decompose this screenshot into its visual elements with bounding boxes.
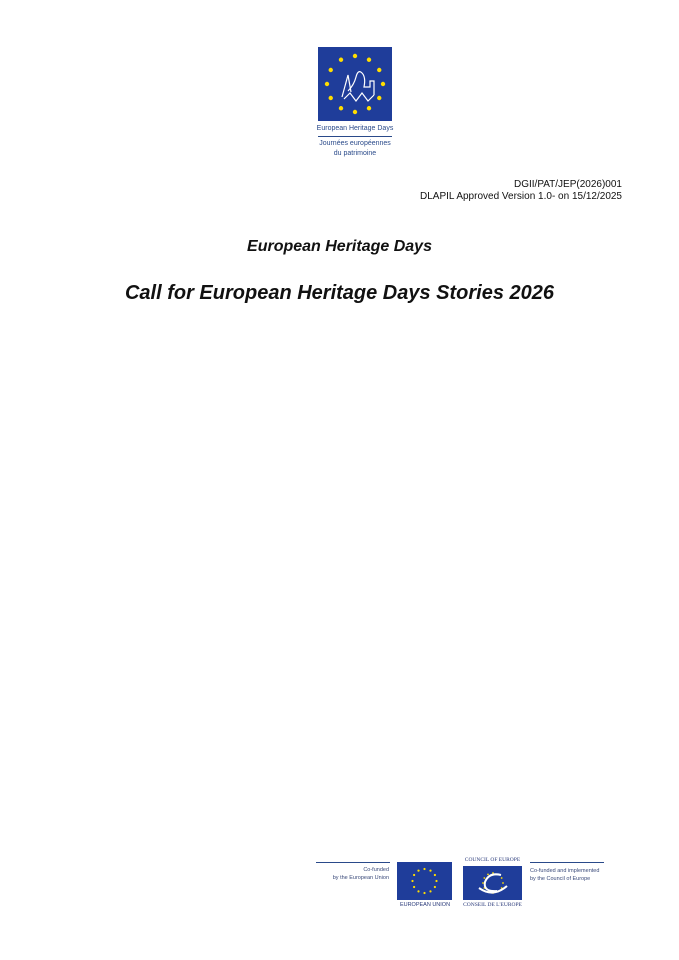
eu-stars-icon [397, 862, 452, 900]
star-icon [487, 873, 489, 875]
star-icon [325, 82, 329, 86]
coe-label-fr: CONSEIL DE L'EUROPE [463, 902, 522, 908]
star-icon [329, 68, 333, 72]
star-icon [501, 877, 503, 879]
star-icon [367, 106, 371, 110]
footer-line-left [316, 862, 390, 863]
star-icon [413, 886, 415, 888]
implemented-line1: Co-funded and implemented [530, 868, 600, 874]
eu-label: EUROPEAN UNION [399, 902, 451, 908]
eu-stars-castle-icon [318, 47, 392, 121]
star-icon [435, 880, 437, 882]
cofunded-line2: by the European Union [332, 875, 389, 881]
star-icon [417, 890, 419, 892]
star-icon [434, 886, 436, 888]
implemented-coe-text [530, 867, 630, 883]
eu-flag [397, 862, 452, 900]
council-of-europe-logo [463, 866, 522, 900]
coe-emblem-icon [463, 866, 522, 900]
star-icon [339, 106, 343, 110]
star-icon [434, 874, 436, 876]
star-icon [413, 874, 415, 876]
logo-name-en: European Heritage Days [316, 125, 394, 132]
star-icon [411, 880, 413, 882]
cofunded-line1: Co-funded [363, 867, 389, 873]
logo-name-fr-line1: Journées européennes [319, 140, 391, 147]
document-subtitle: European Heritage Days [247, 238, 432, 255]
star-icon [417, 870, 419, 872]
logo-divider [318, 136, 392, 137]
logo-name-fr [300, 139, 410, 159]
cofunded-eu-text [300, 866, 389, 882]
star-icon [429, 870, 431, 872]
star-icon [367, 58, 371, 62]
logo-name-fr-line2: du patrimoine [333, 150, 377, 157]
coe-label-en: COUNCIL OF EUROPE [464, 857, 521, 863]
document-title: Call for European Heritage Days Stories 2026 [124, 282, 555, 304]
implemented-line2: by the Council of Europe [530, 876, 591, 882]
european-heritage-days-logo [318, 47, 392, 121]
star-icon [483, 877, 485, 879]
star-icon [377, 68, 381, 72]
star-icon [429, 890, 431, 892]
star-icon [482, 882, 484, 884]
star-icon [423, 868, 425, 870]
star-icon [339, 58, 343, 62]
star-icon [353, 110, 357, 114]
footer-line-right [530, 862, 604, 863]
reference-version: DLAPIL Approved Version 1.0- on 15/12/2025 [420, 191, 622, 202]
reference-code: DGII/PAT/JEP(2026)001 [513, 179, 622, 190]
star-icon [377, 96, 381, 100]
star-icon [353, 54, 357, 58]
star-icon [423, 892, 425, 894]
star-icon [502, 882, 504, 884]
star-icon [329, 96, 333, 100]
star-icon [381, 82, 385, 86]
